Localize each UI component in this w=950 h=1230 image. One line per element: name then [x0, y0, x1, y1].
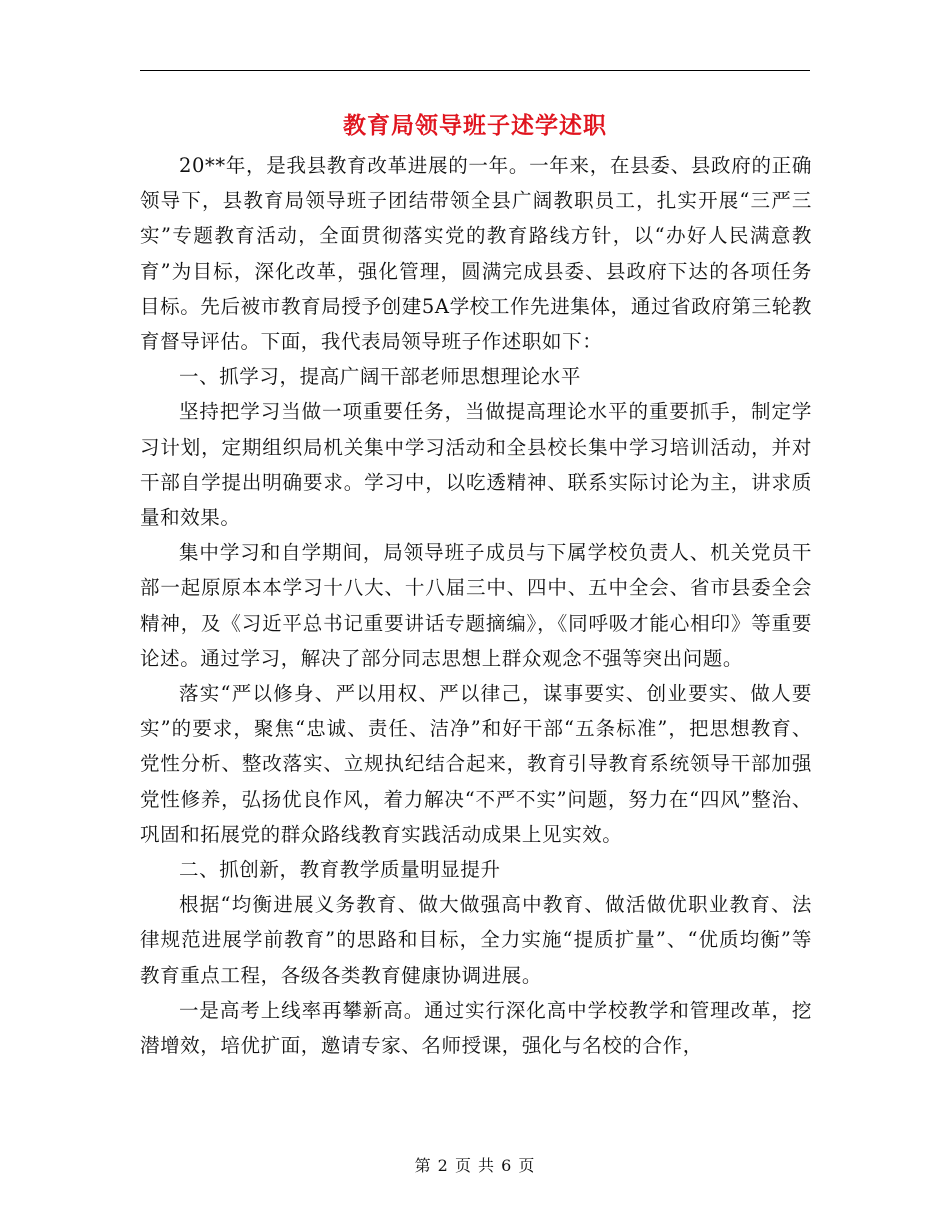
paragraph: 根据“均衡进展义务教育、做大做强高中教育、做活做优职业教育、法律规范进展学前教育”的思路和目标，全力实施“提质扩量”、“优质均衡”等教育重点工程，各级各类教育健康协调进展。: [140, 893, 812, 987]
page-number-footer: 第 2 页 共 6 页: [414, 1156, 536, 1175]
paragraph: 集中学习和自学期间，局领导班子成员与下属学校负责人、机关党员干部一起原原本本学习十八大、十八届三中、四中、五中全会、省市县委全会精神，及《习近平总书记重要讲话专题摘编》，《同呼吸才能心相印》等重要论述。通过学习，解决了部分同志思想上群众观念不强等突出问题。: [140, 541, 812, 670]
section-heading-2: 二、抓创新，教育教学质量明显提升: [179, 858, 501, 882]
paragraph: 落实“严以修身、严以用权、严以律己，谋事要实、创业要实、做人要实”的要求，聚焦“忠诚、责任、洁净”和好干部“五条标准”，把思想教育、党性分析、整改落实、立规执纪结合起来，教育引导教育系统领导干部加强党性修养，弘扬优良作风，着力解决“不严不实”问题，努力在“四风”整治、巩固和拓展党的群众路线教育实践活动成果上见实效。: [140, 682, 812, 846]
section-heading-1: 一、抓学习，提高广阔干部老师思想理论水平: [179, 365, 582, 389]
document-title: 教育局领导班子述学述职: [343, 112, 607, 139]
paragraph: 坚持把学习当做一项重要任务，当做提高理论水平的重要抓手，制定学习计划，定期组织局机关集中学习活动和全县校长集中学习培训活动，并对干部自学提出明确要求。学习中，以吃透精神、联系实际讨论为主，讲求质量和效果。: [140, 400, 812, 530]
paragraph: 一是高考上线率再攀新高。通过实行深化高中学校教学和管理改革，挖潜增效，培优扩面，邀请专家、名师授课，强化与名校的合作，: [140, 998, 812, 1058]
document-body: [140, 148, 812, 1063]
paragraph-intro: 20**年，是我县教育改革进展的一年。一年来，在县委、县政府的正确领导下，县教育局领导班子团结带领全县广阔教职员工，扎实开展“三严三实”专题教育活动，全面贯彻落实党的教育路线方针，以“办好人民满意教育”为目标，深化改革，强化管理，圆满完成县委、县政府下达的各项任务目标。先后被市教育局授予创建5A学校工作先进集体，通过省政府第三轮教育督导评估。下面，我代表局领导班子作述职如下：: [140, 154, 812, 354]
header-rule: [140, 70, 810, 71]
